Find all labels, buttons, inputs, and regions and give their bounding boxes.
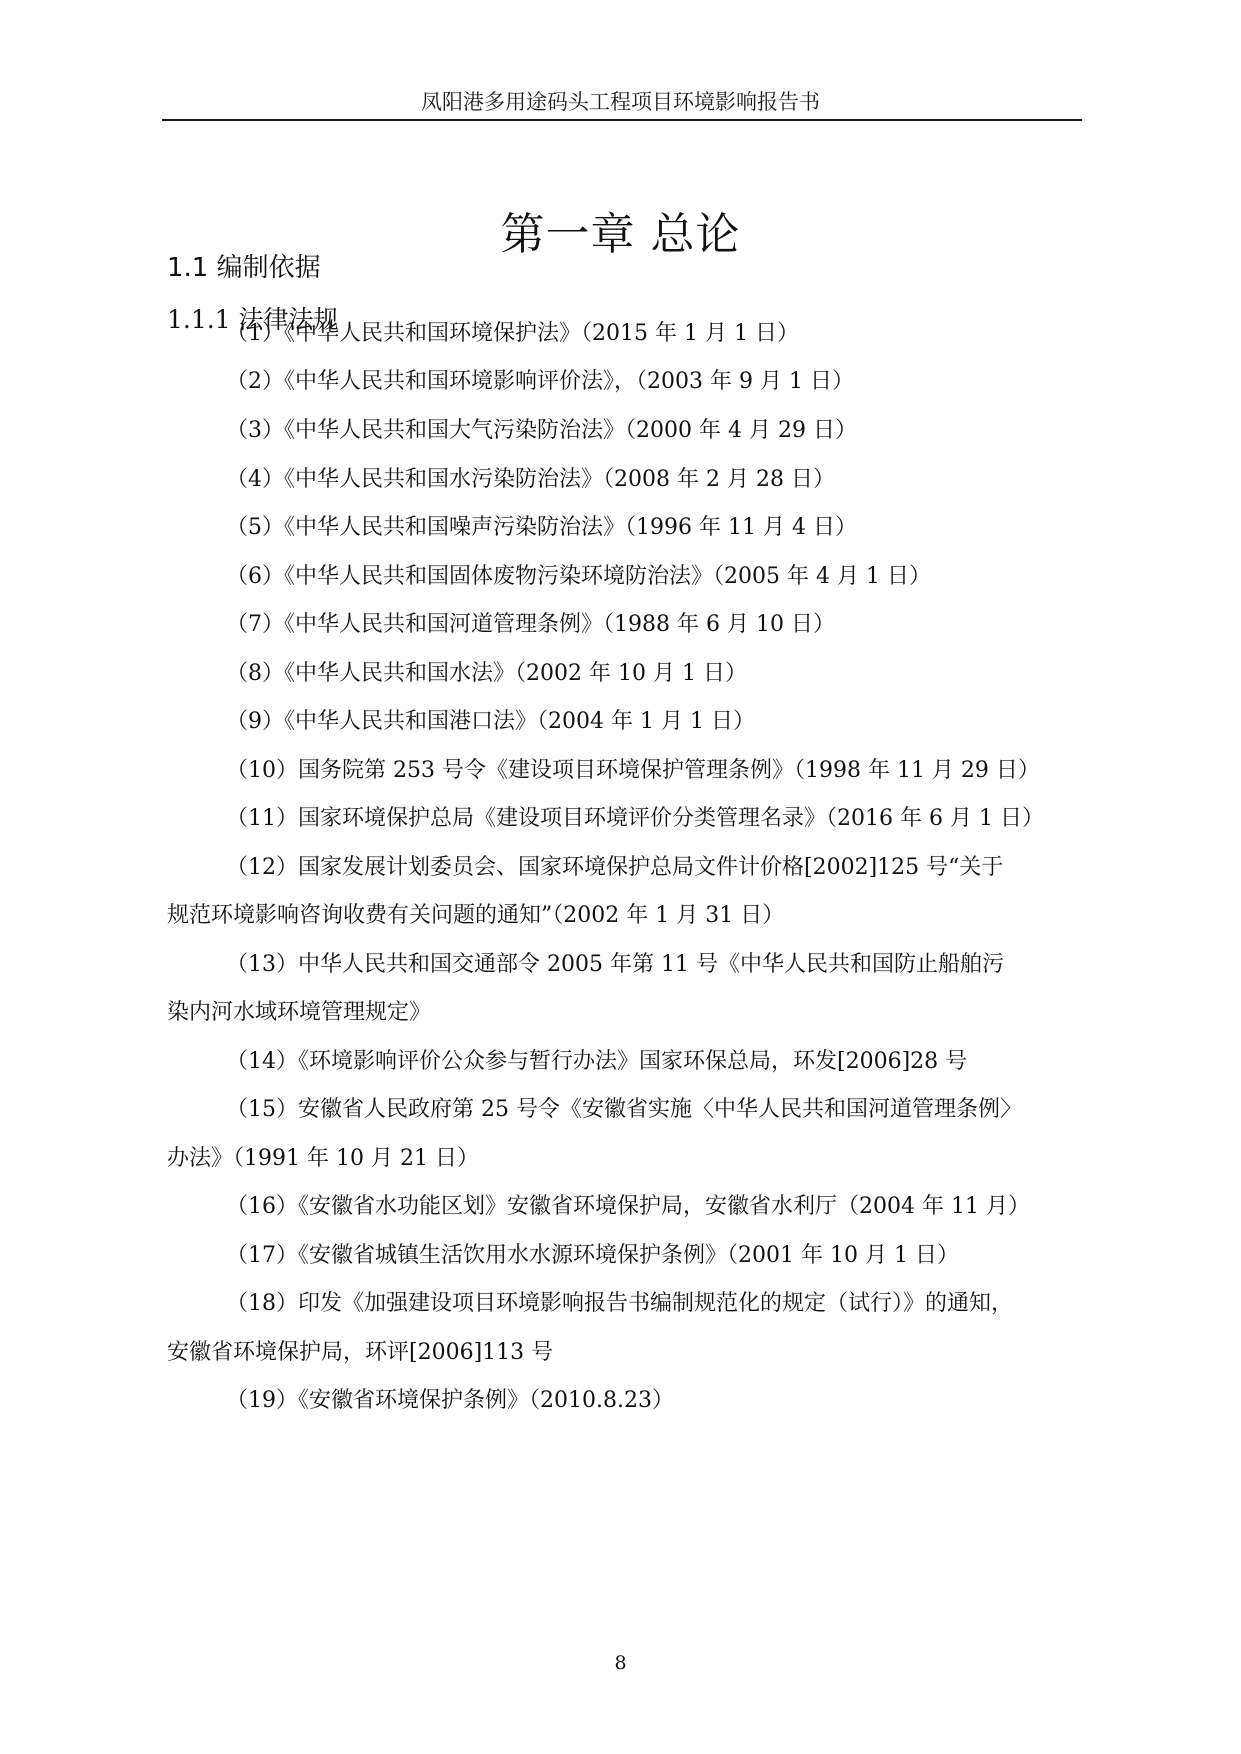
regulation-item: （3）《中华人民共和国大气污染防治法》（2000 年 4 月 29 日） (226, 418, 857, 443)
regulation-item: （4）《中华人民共和国水污染防治法》（2008 年 2 月 28 日） (226, 467, 835, 492)
regulation-item: （16）《安徽省水功能区划》安徽省环境保护局，安徽省水利厅（2004 年 11 月） (226, 1194, 1030, 1219)
regulation-item: （15）安徽省人民政府第 25 号令《安徽省实施〈中华人民共和国河道管理条例〉 (226, 1097, 1022, 1122)
section-heading: 1.1 编制依据 (167, 253, 321, 283)
regulation-item: （6）《中华人民共和国固体废物污染环境防治法》（2005 年 4 月 1 日） (226, 564, 931, 589)
regulation-item: （1）《中华人民共和国环境保护法》（2015 年 1 月 1 日） (226, 321, 799, 346)
chapter-title: 第一章 总论 (500, 209, 741, 261)
regulation-item-continuation: 规范环境影响咨询收费有关问题的通知”（2002 年 1 月 31 日） (167, 903, 785, 928)
regulation-item: （11）国家环境保护总局《建设项目环境评价分类管理名录》（2016 年 6 月 1 日） (226, 806, 1044, 831)
regulation-item-continuation: 染内河水域环境管理规定》 (167, 1000, 432, 1025)
subsection-heading: 1.1.1 法律法规 (167, 305, 339, 334)
regulation-item: （14）《环境影响评价公众参与暂行办法》国家环保总局，环发[2006]28 号 (226, 1049, 968, 1074)
regulation-item: （9）《中华人民共和国港口法》（2004 年 1 月 1 日） (226, 709, 755, 734)
page-number: 8 (614, 1652, 627, 1674)
regulation-item: （18）印发《加强建设项目环境影响报告书编制规范化的规定（试行）》的通知， (226, 1291, 1013, 1316)
regulation-item-continuation: 安徽省环境保护局，环评[2006]113 号 (167, 1340, 554, 1365)
regulation-item: （8）《中华人民共和国水法》（2002 年 10 月 1 日） (226, 661, 747, 686)
regulation-item: （5）《中华人民共和国噪声污染防治法》（1996 年 11 月 4 日） (226, 515, 857, 540)
regulation-item: （7）《中华人民共和国河道管理条例》（1988 年 6 月 10 日） (226, 612, 835, 637)
running-header-title: 凤阳港多用途码头工程项目环境影响报告书 (421, 90, 820, 114)
regulation-item: （2）《中华人民共和国环境影响评价法》，（2003 年 9 月 1 日） (226, 369, 854, 394)
regulation-item: （13）中华人民共和国交通部令 2005 年第 11 号《中华人民共和国防止船舶污 (226, 952, 1004, 977)
regulation-item: （19）《安徽省环境保护条例》（2010.8.23） (226, 1388, 674, 1413)
regulation-item: （17）《安徽省城镇生活饮用水水源环境保护条例》（2001 年 10 月 1 日） (226, 1243, 959, 1268)
regulation-item: （12）国家发展计划委员会、国家环境保护总局文件计价格[2002]125 号“关于 (226, 855, 1004, 880)
regulation-item-continuation: 办法》（1991 年 10 月 21 日） (167, 1146, 479, 1171)
regulation-item: （10）国务院第 253 号令《建设项目环境保护管理条例》（1998 年 11 月 29 日） (226, 758, 1040, 783)
